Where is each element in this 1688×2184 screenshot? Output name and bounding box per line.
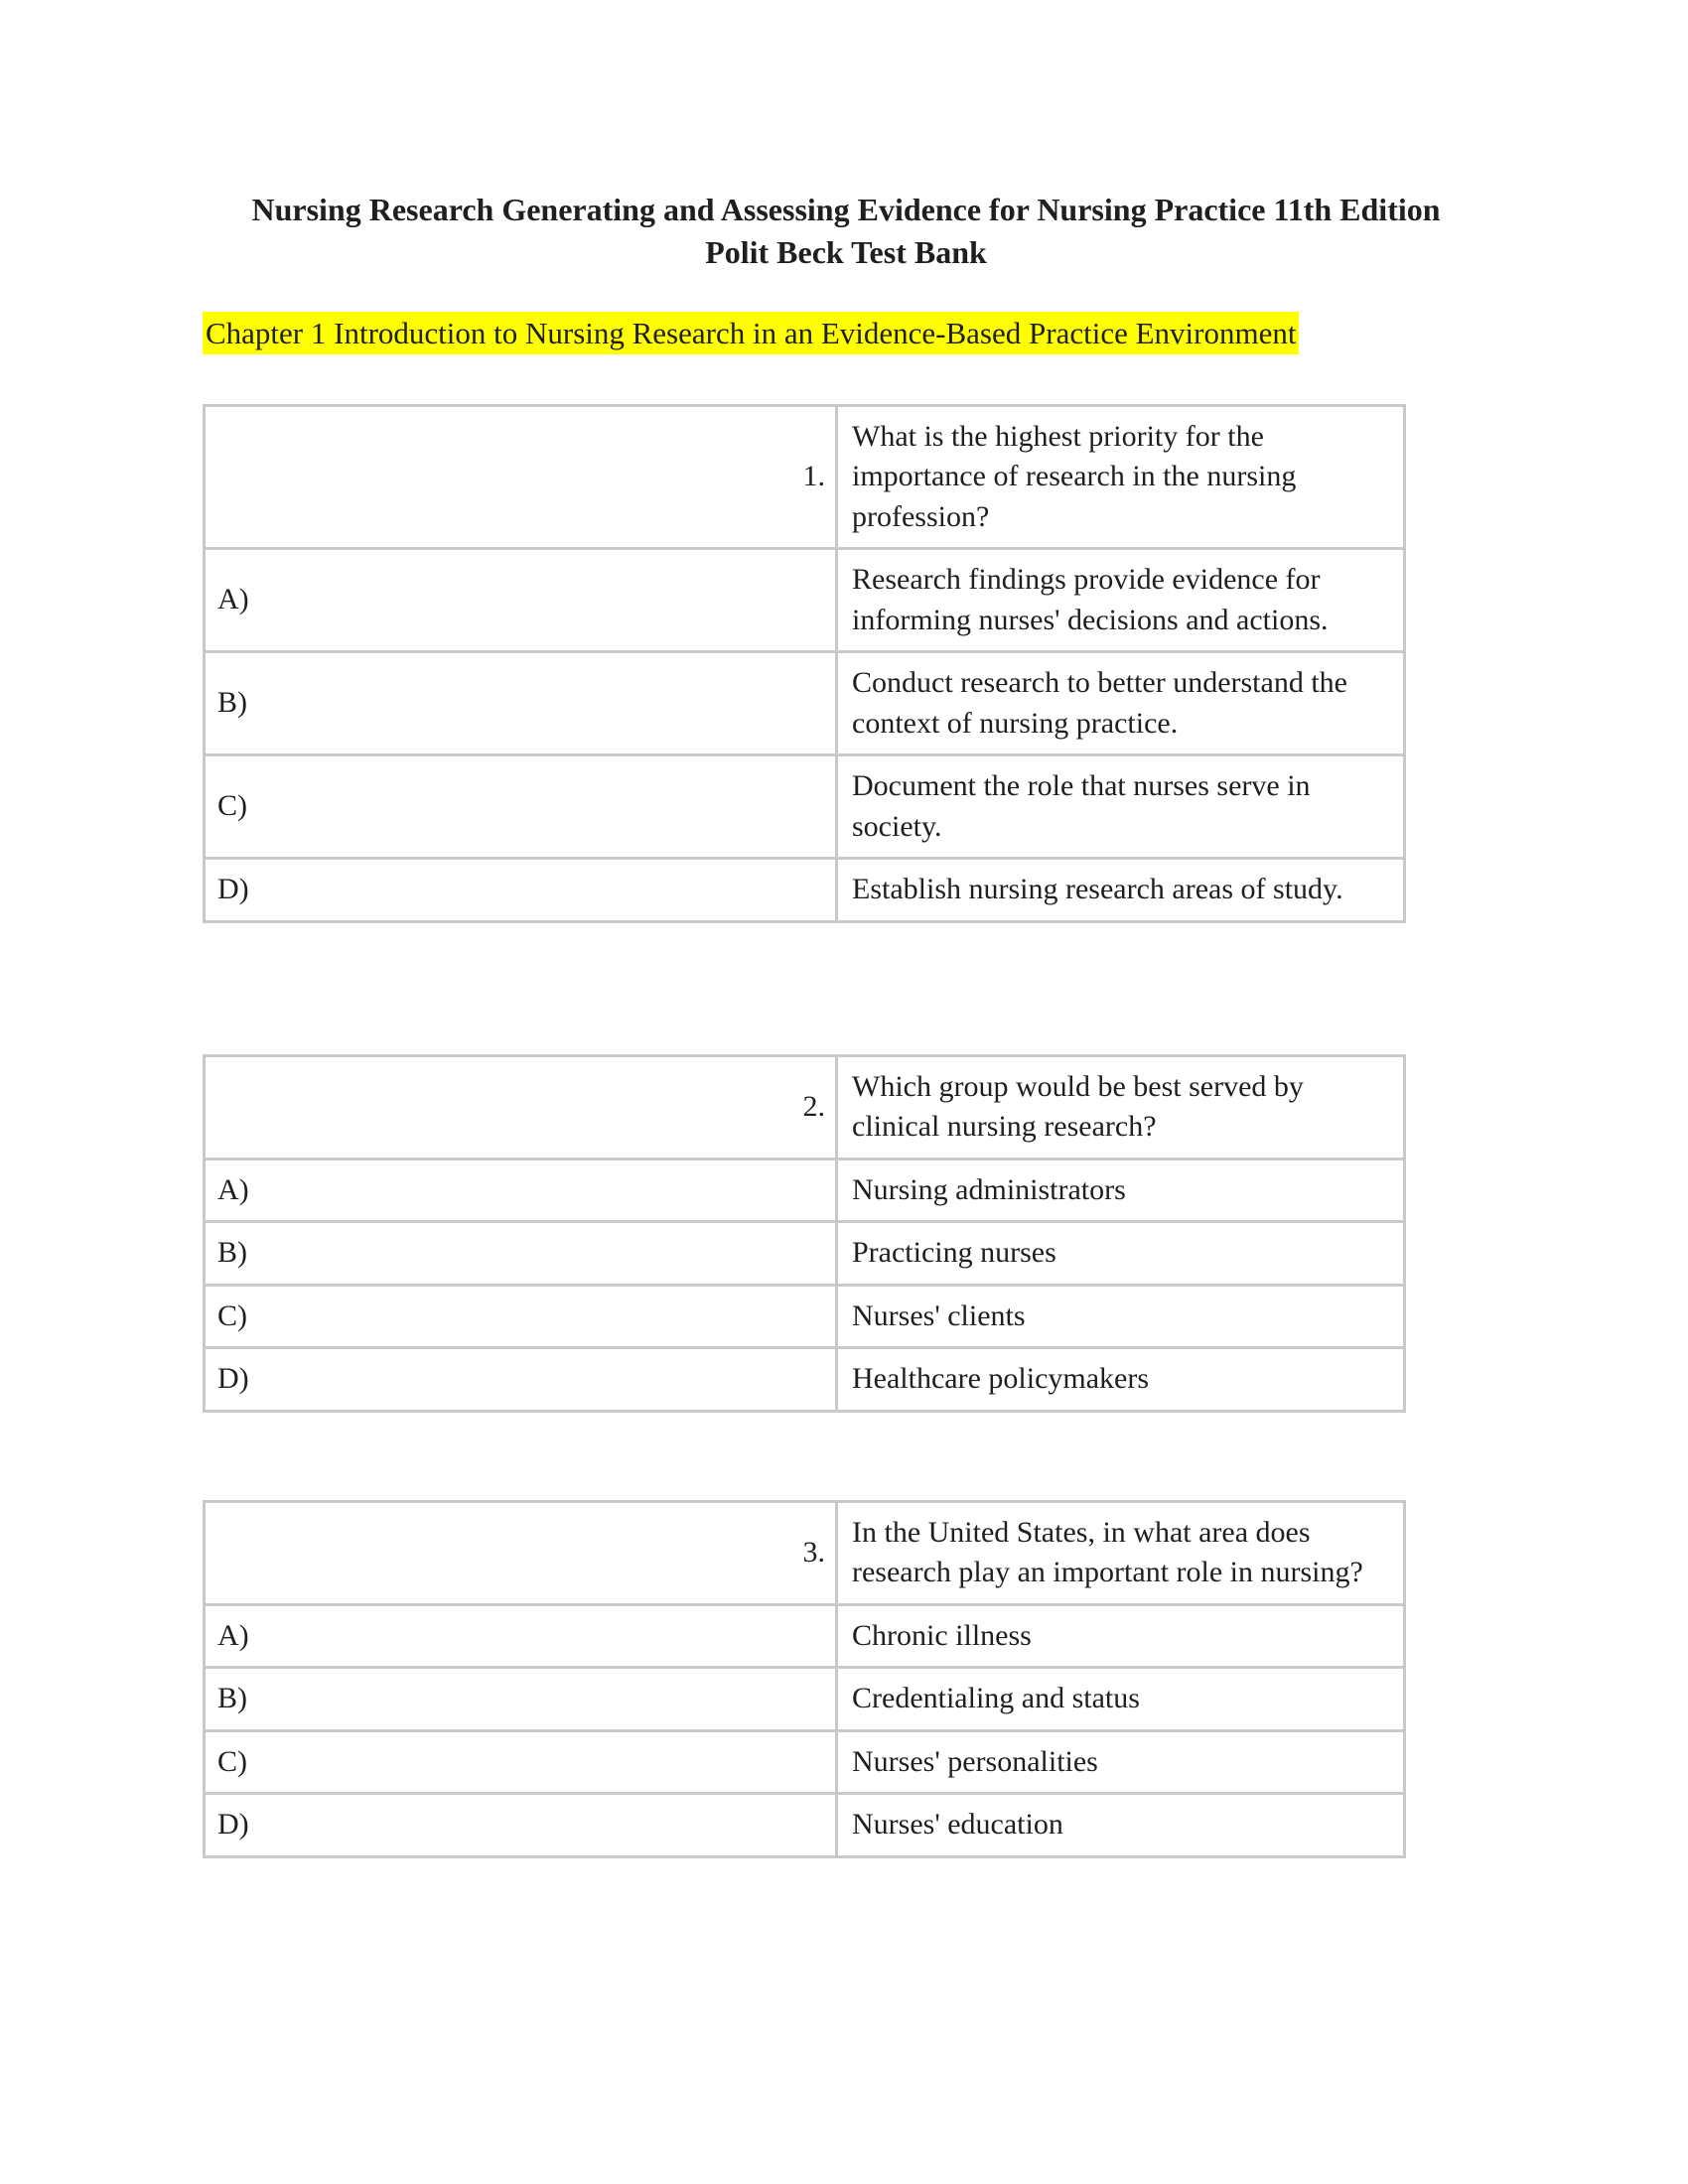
question-3-answer-b-text: Credentialing and status [837, 1668, 1405, 1731]
question-1-answer-a-text: Research findings provide evidence for informing nurses' decisions and actions. [837, 549, 1405, 652]
answer-row [205, 652, 1405, 755]
question-1-answer-c-label: C) [205, 755, 837, 859]
answer-row [205, 1604, 1405, 1668]
chapter-heading-line [203, 314, 1489, 353]
question-1-answer-a-label: A) [205, 549, 837, 652]
question-2-answer-b-label: B) [205, 1222, 837, 1286]
question-3-answer-c-text: Nurses' personalities [837, 1730, 1405, 1794]
document-title [203, 189, 1489, 274]
question-1-answer-d-text: Establish nursing research areas of study. [837, 859, 1405, 922]
question-3-answer-a-text: Chronic illness [837, 1604, 1405, 1668]
question-1-table [203, 404, 1406, 923]
document-page [203, 0, 1489, 1858]
question-3-answer-d-text: Nurses' education [837, 1794, 1405, 1857]
chapter-heading: Chapter 1 Introduction to Nursing Research in an Evidence-Based Practice Environment [203, 312, 1299, 354]
question-2-answer-d-text: Healthcare policymakers [837, 1348, 1405, 1412]
question-3-answer-c-label: C) [205, 1730, 837, 1794]
document-title-line1: Nursing Research Generating and Assessing Evidence for Nursing Practice 11th Edition [251, 192, 1441, 227]
answer-row [205, 859, 1405, 922]
answer-row [205, 1730, 1405, 1794]
question-3-answer-b-label: B) [205, 1668, 837, 1731]
question-2-answer-c-label: C) [205, 1285, 837, 1348]
question-2-answer-c-text: Nurses' clients [837, 1285, 1405, 1348]
question-row [205, 405, 1405, 549]
question-row [205, 1501, 1405, 1604]
question-2-number: 2. [205, 1055, 837, 1159]
question-2-table [203, 1054, 1406, 1413]
answer-row [205, 1348, 1405, 1412]
question-2-answer-b-text: Practicing nurses [837, 1222, 1405, 1286]
answer-row [205, 755, 1405, 859]
question-3-text: In the United States, in what area does research play an important role in nursing? [837, 1501, 1405, 1604]
question-1-number: 1. [205, 405, 837, 549]
answer-row [205, 1285, 1405, 1348]
question-3-answer-a-label: A) [205, 1604, 837, 1668]
question-2-answer-d-label: D) [205, 1348, 837, 1412]
question-1-answer-d-label: D) [205, 859, 837, 922]
question-1-answer-b-text: Conduct research to better understand the context of nursing practice. [837, 652, 1405, 755]
question-2-text: Which group would be best served by clinical nursing research? [837, 1055, 1405, 1159]
question-1-answer-b-label: B) [205, 652, 837, 755]
document-title-line2: Polit Beck Test Bank [705, 234, 987, 271]
question-3-answer-d-label: D) [205, 1794, 837, 1857]
question-2-answer-a-text: Nursing administrators [837, 1159, 1405, 1222]
question-3-table [203, 1500, 1406, 1858]
question-2-answer-a-label: A) [205, 1159, 837, 1222]
question-1-answer-c-text: Document the role that nurses serve in society. [837, 755, 1405, 859]
answer-row [205, 1668, 1405, 1731]
question-1-text: What is the highest priority for the importance of research in the nursing profession? [837, 405, 1405, 549]
question-row [205, 1055, 1405, 1159]
answer-row [205, 1222, 1405, 1286]
question-3-number: 3. [205, 1501, 837, 1604]
answer-row [205, 1794, 1405, 1857]
answer-row [205, 549, 1405, 652]
answer-row [205, 1159, 1405, 1222]
